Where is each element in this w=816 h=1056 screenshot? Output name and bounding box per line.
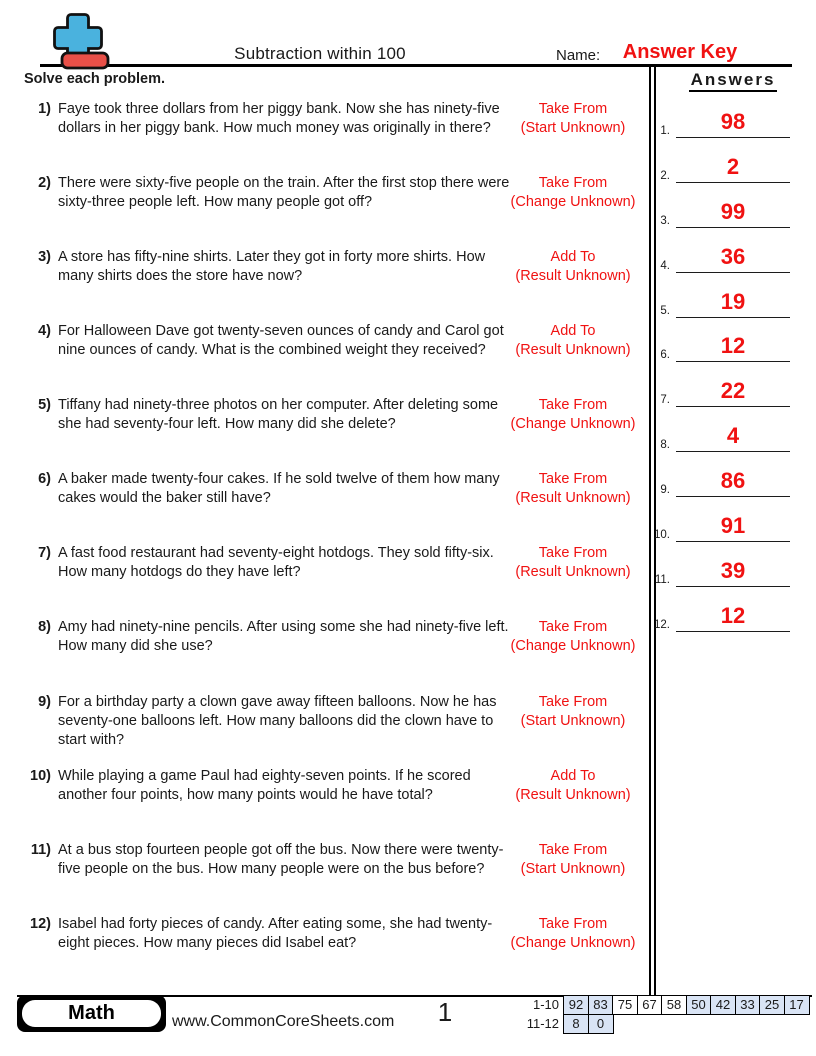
answer-row xyxy=(653,508,790,542)
problem-number: 4) xyxy=(38,323,51,339)
score-cell: 75 xyxy=(612,995,638,1015)
answer-value: 39 xyxy=(720,558,746,583)
problem-type-label xyxy=(480,544,666,582)
problem-type-line1: Take From xyxy=(538,545,608,561)
score-cell: 0 xyxy=(588,1014,614,1034)
answer-row xyxy=(653,194,790,228)
problem-type-line2: (Change Unknown) xyxy=(510,416,636,432)
problem-item xyxy=(24,841,666,879)
answer-value: 19 xyxy=(720,289,746,314)
problem-item xyxy=(24,767,666,805)
score-row-label: 11-12 xyxy=(526,1015,559,1031)
answer-line xyxy=(676,597,790,632)
problem-type-line2: (Change Unknown) xyxy=(510,935,636,951)
answer-line xyxy=(676,103,790,138)
problem-text: While playing a game Paul had eighty-seven points. If he scored another four points, how many points would he have total? xyxy=(58,768,471,803)
answer-number: 1. xyxy=(660,125,670,137)
problem-number: 11) xyxy=(30,842,51,858)
problem-type-line2: (Result Unknown) xyxy=(515,490,631,506)
problem-type-label xyxy=(480,396,666,434)
problem-type-label xyxy=(480,470,666,508)
problem-text: For Halloween Dave got twenty-seven ounces of candy and Carol got nine ounces of candy. What is the combined weight they received? xyxy=(58,323,504,358)
answer-line xyxy=(676,462,790,497)
answer-number: 5. xyxy=(660,305,670,317)
answer-number: 3. xyxy=(660,215,670,227)
problem-type-line1: Take From xyxy=(538,101,608,117)
problem-type-line2: (Change Unknown) xyxy=(510,194,636,210)
problem-type-line1: Take From xyxy=(538,619,608,635)
answer-line xyxy=(676,283,790,318)
score-cell: 25 xyxy=(759,995,785,1015)
answer-value: 4 xyxy=(726,423,740,448)
answer-value: 12 xyxy=(720,603,746,628)
problem-number: 7) xyxy=(38,545,51,561)
problem-text: A baker made twenty-four cakes. If he sold twelve of them how many cakes would the baker still have? xyxy=(58,471,500,506)
answer-key-text: Answer Key xyxy=(622,41,738,63)
problem-type-line1: Take From xyxy=(538,916,608,932)
math-badge xyxy=(17,995,166,1032)
problem-text: A fast food restaurant had seventy-eight hotdogs. They sold fifty-six. How many hotdogs do they have left? xyxy=(58,545,494,580)
answer-row xyxy=(653,328,790,362)
problem-item xyxy=(24,174,666,212)
answer-number: 4. xyxy=(660,260,670,272)
answer-value: 12 xyxy=(720,333,746,358)
score-row-label: 1-10 xyxy=(532,997,559,1012)
answer-line xyxy=(676,193,790,228)
problem-text: Faye took three dollars from her piggy bank. Now she has ninety-five dollars in her piggy bank. How much money was originally in there? xyxy=(58,101,500,136)
answer-row xyxy=(653,373,790,407)
answer-number: 7. xyxy=(660,394,670,406)
worksheet-title: Subtraction within 100 xyxy=(234,44,406,63)
problem-text: At a bus stop fourteen people got off the bus. Now there were twenty-five people on the bus. How many people were on the bus before? xyxy=(58,842,504,877)
problem-type-line2: (Result Unknown) xyxy=(515,342,631,358)
score-row xyxy=(501,995,810,1015)
answer-value: 91 xyxy=(720,513,746,538)
answer-line xyxy=(676,372,790,407)
answer-row xyxy=(653,463,790,497)
problem-type-line2: (Result Unknown) xyxy=(515,268,631,284)
score-cell: 58 xyxy=(661,995,687,1015)
score-cell: 17 xyxy=(784,995,810,1015)
problem-type-label xyxy=(480,841,666,879)
problem-text: Isabel had forty pieces of candy. After eating some, she had twenty-eight pieces. How many pieces did Isabel eat? xyxy=(58,916,493,951)
problem-item xyxy=(24,470,666,508)
instructions-text: Solve each problem. xyxy=(24,71,166,87)
problem-type-line1: Add To xyxy=(550,249,596,265)
problem-number: 9) xyxy=(38,694,51,710)
answer-row xyxy=(653,149,790,183)
problem-type-label xyxy=(480,100,666,138)
problem-text: Amy had ninety-nine pencils. After using some she had ninety-five left. How many did she use? xyxy=(58,619,509,654)
score-cell: 67 xyxy=(637,995,663,1015)
problem-type-line1: Take From xyxy=(538,471,608,487)
answer-number: 11. xyxy=(654,574,670,586)
math-badge-label: Math xyxy=(22,1000,161,1027)
problem-type-line1: Take From xyxy=(538,397,608,413)
problem-item xyxy=(24,618,666,656)
problem-number: 5) xyxy=(38,397,51,413)
problem-item xyxy=(24,544,666,582)
problem-number: 2) xyxy=(38,175,51,191)
answer-row xyxy=(653,418,790,452)
answer-row xyxy=(653,284,790,318)
problem-text: Tiffany had ninety-three photos on her computer. After deleting some she had seventy-four left. How many did she delete? xyxy=(58,397,499,432)
problem-type-line1: Take From xyxy=(538,842,608,858)
score-cell: 42 xyxy=(710,995,736,1015)
score-row xyxy=(501,1014,810,1034)
problem-type-line1: Take From xyxy=(538,694,608,710)
problem-number: 3) xyxy=(38,249,51,265)
problem-text: A store has fifty-nine shirts. Later they got in forty more shirts. How many shirts does the store have now? xyxy=(58,249,486,284)
problem-text: There were sixty-five people on the train. After the first stop there were sixty-three people left. How many people got off? xyxy=(58,175,510,210)
problem-item xyxy=(24,396,666,434)
answer-number: 9. xyxy=(660,484,670,496)
problem-type-line2: (Change Unknown) xyxy=(510,638,636,654)
problem-number: 1) xyxy=(38,101,51,117)
problem-type-line2: (Start Unknown) xyxy=(520,861,626,877)
problem-number: 10) xyxy=(30,768,51,784)
problem-type-line1: Take From xyxy=(538,175,608,191)
website-url: www.CommonCoreSheets.com xyxy=(172,1013,395,1030)
answers-title xyxy=(660,70,806,90)
problem-type-line1: Add To xyxy=(550,323,596,339)
answer-value: 36 xyxy=(720,244,746,269)
score-cell: 83 xyxy=(588,995,614,1015)
problem-number: 6) xyxy=(38,471,51,487)
problem-text: For a birthday party a clown gave away fifteen balloons. Now he has seventy-one balloons left. How many balloons did the clown have to start with? xyxy=(58,694,497,748)
answer-line xyxy=(676,148,790,183)
score-cell: 33 xyxy=(735,995,761,1015)
answer-line xyxy=(676,552,790,587)
score-table xyxy=(501,995,810,1034)
answer-number: 2. xyxy=(660,170,670,182)
problem-type-label xyxy=(480,618,666,656)
page-number: 1 xyxy=(437,997,453,1027)
answer-number: 6. xyxy=(660,349,670,361)
answer-number: 10. xyxy=(654,529,670,541)
answers-title-text: Answers xyxy=(689,70,778,92)
answer-line xyxy=(676,507,790,542)
problem-type-label xyxy=(480,767,666,805)
problem-item xyxy=(24,693,666,750)
problem-item xyxy=(24,915,666,953)
answer-line xyxy=(676,417,790,452)
answer-row xyxy=(653,239,790,273)
problem-type-line2: (Result Unknown) xyxy=(515,787,631,803)
problem-type-line2: (Result Unknown) xyxy=(515,564,631,580)
score-cell: 92 xyxy=(563,995,589,1015)
problem-number: 12) xyxy=(30,916,51,932)
problem-type-label xyxy=(480,915,666,953)
score-cell: 50 xyxy=(686,995,712,1015)
answer-value: 86 xyxy=(720,468,746,493)
answer-value: 98 xyxy=(720,109,746,134)
problem-number: 8) xyxy=(38,619,51,635)
answer-row xyxy=(653,553,790,587)
problem-type-label xyxy=(480,248,666,286)
problem-type-line2: (Start Unknown) xyxy=(520,120,626,136)
problem-type-label xyxy=(480,693,666,731)
answer-line xyxy=(676,238,790,273)
problem-item xyxy=(24,100,666,138)
answer-row xyxy=(653,598,790,632)
answer-row xyxy=(653,104,790,138)
answer-value: 2 xyxy=(726,154,740,179)
answer-value: 22 xyxy=(720,378,746,403)
problem-type-label xyxy=(480,174,666,212)
answer-number: 8. xyxy=(660,439,670,451)
problem-type-label xyxy=(480,322,666,360)
answer-number: 12. xyxy=(654,619,670,631)
answer-value: 99 xyxy=(720,199,746,224)
name-label: Name: xyxy=(556,47,601,64)
problem-type-line2: (Start Unknown) xyxy=(520,713,626,729)
problem-type-line1: Add To xyxy=(550,768,596,784)
answer-line xyxy=(676,327,790,362)
problem-item xyxy=(24,322,666,360)
problem-item xyxy=(24,248,666,286)
score-cell: 8 xyxy=(563,1014,589,1034)
